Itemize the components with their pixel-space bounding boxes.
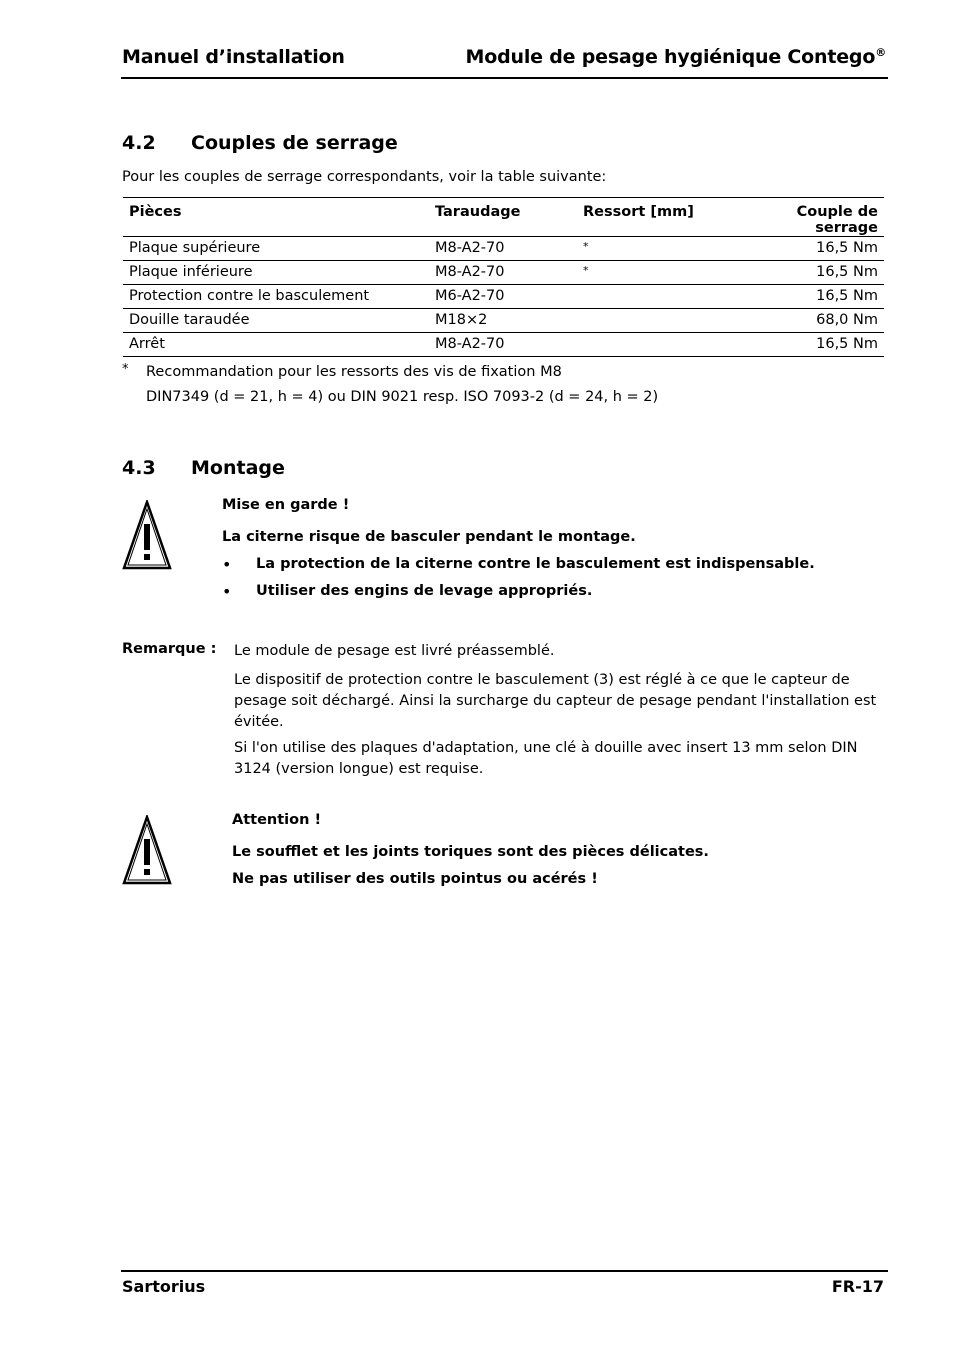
cell-spring: [577, 309, 727, 333]
table-row: [123, 285, 884, 309]
cell-thread: M6-A2-70: [429, 285, 577, 309]
cell-thread: M8-A2-70: [429, 333, 577, 357]
cell-part: Douille taraudée: [123, 309, 429, 333]
section-4-3-heading: [122, 457, 285, 479]
table-row: [123, 309, 884, 333]
table-header-row: [123, 198, 884, 237]
remark-paragraph-1: Le module de pesage est livré préassemblé.: [234, 643, 555, 659]
header-rule: [121, 77, 888, 79]
header-product-name: Module de pesage hygiénique Contego: [465, 46, 876, 68]
cell-spring: [577, 333, 727, 357]
footer-page-number: FR-17: [831, 1277, 884, 1296]
cell-part: Plaque inférieure: [123, 261, 429, 285]
warning-bullet-2: Utiliser des engins de levage appropriés.: [256, 583, 593, 599]
footnote-marker: *: [583, 264, 589, 277]
cell-torque: 16,5 Nm: [727, 285, 884, 309]
cell-thread: M8-A2-70: [429, 237, 577, 261]
footer-company: Sartorius: [122, 1277, 206, 1296]
section-title: Montage: [191, 457, 285, 479]
attention-line-1: Le soufflet et les joints toriques sont des pièces délicates.: [232, 844, 709, 860]
warning-heading: Mise en garde !: [222, 497, 350, 513]
cell-torque: 16,5 Nm: [727, 333, 884, 357]
footnote-line-1: Recommandation pour les ressorts des vis de fixation M8: [146, 364, 562, 380]
footnote-asterisk: *: [122, 362, 129, 377]
cell-torque: 16,5 Nm: [727, 261, 884, 285]
bullet-marker: [222, 582, 232, 601]
col-header-parts: Pièces: [123, 198, 429, 237]
bullet-marker: [222, 555, 232, 574]
attention-line-2: Ne pas utiliser des outils pointus ou acérés !: [232, 871, 598, 887]
footer-rule: [121, 1270, 888, 1272]
cell-thread: M8-A2-70: [429, 261, 577, 285]
cell-part: Plaque supérieure: [123, 237, 429, 261]
registered-mark: ®: [875, 46, 886, 59]
col-header-spring: Ressort [mm]: [577, 198, 727, 237]
warning-lead: La citerne risque de basculer pendant le montage.: [222, 529, 636, 545]
section-4-2-heading: [122, 132, 398, 154]
section-title: Couples de serrage: [191, 132, 398, 154]
table-row: [123, 261, 884, 285]
footnote-line-2: DIN7349 (d = 21, h = 4) ou DIN 9021 resp. ISO 7093-2 (d = 24, h = 2): [146, 389, 659, 405]
footnote-marker: *: [583, 240, 589, 253]
table-row: [123, 333, 884, 357]
cell-spring: [577, 261, 727, 285]
cell-torque: 68,0 Nm: [727, 309, 884, 333]
cell-torque: 16,5 Nm: [727, 237, 884, 261]
cell-spring: [577, 237, 727, 261]
section-number: 4.3: [122, 457, 156, 479]
cell-part: Arrêt: [123, 333, 429, 357]
warning-bullet-1: La protection de la citerne contre le basculement est indispensable.: [256, 556, 815, 572]
attention-heading: Attention !: [232, 812, 322, 828]
remark-paragraph-3: Si l'on utilise des plaques d'adaptation, une clé à douille avec insert 13 mm selon DIN 3124 (version longue) est requise.: [234, 740, 858, 777]
table-row: [123, 237, 884, 261]
cell-spring: [577, 285, 727, 309]
warning-icon: [122, 500, 172, 570]
header-product-title: [466, 46, 886, 68]
warning-icon: [122, 815, 172, 885]
remark-label: Remarque :: [122, 641, 217, 657]
col-header-thread: Taraudage: [429, 198, 577, 237]
section-4-2-intro: Pour les couples de serrage correspondants, voir la table suivante:: [122, 169, 607, 185]
cell-thread: M18×2: [429, 309, 577, 333]
col-header-torque: Couple de serrage: [727, 198, 884, 237]
cell-part: Protection contre le basculement: [123, 285, 429, 309]
header-manual-title: Manuel d’installation: [122, 46, 345, 68]
remark-paragraph-2: Le dispositif de protection contre le basculement (3) est réglé à ce que le capteur de pesage soit déchargé. Ainsi la surcharge du capteur de pesage pendant l'installation est évitée.: [234, 672, 877, 730]
torque-table: [123, 197, 884, 357]
section-number: 4.2: [122, 132, 156, 154]
